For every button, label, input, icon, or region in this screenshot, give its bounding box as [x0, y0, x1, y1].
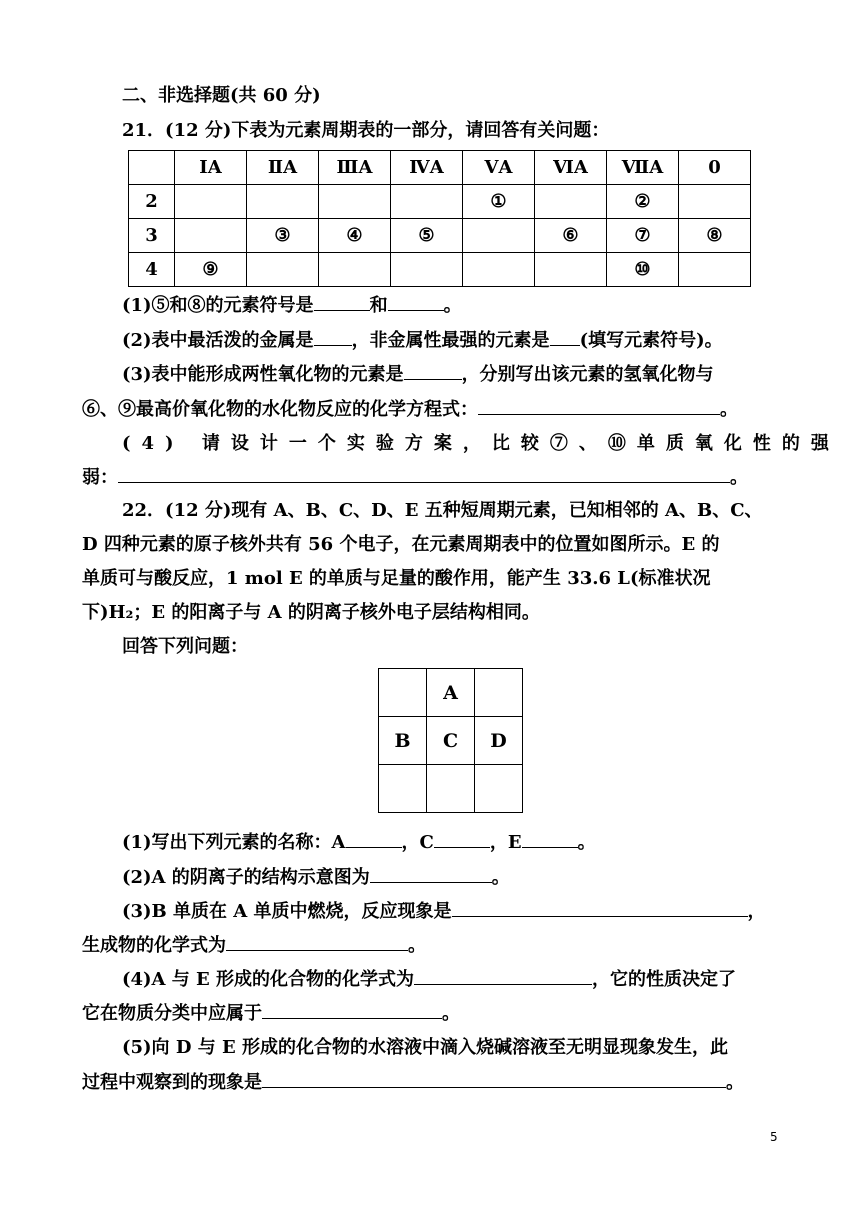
text-span: 。	[408, 935, 426, 956]
text-span: 弱：	[82, 467, 118, 488]
table-cell: ⅦA	[607, 151, 679, 185]
table-cell	[247, 253, 319, 287]
answer-blank[interactable]	[314, 327, 352, 346]
text-span: 生成物的化学式为	[82, 935, 226, 956]
q22-part2	[122, 864, 510, 891]
table-cell: 0	[679, 151, 751, 185]
table-row	[379, 765, 523, 813]
element-position-grid	[378, 668, 523, 813]
table-cell: ⑤	[391, 219, 463, 253]
section-heading: 二、非选择题(共 60 分)	[122, 85, 321, 106]
table-row	[379, 717, 523, 765]
table-cell: ⑦	[607, 219, 679, 253]
table-cell	[129, 151, 175, 185]
table-cell: ⅠA	[175, 151, 247, 185]
table-cell: ⅥA	[535, 151, 607, 185]
q22-part3-line1	[122, 898, 766, 925]
answer-blank[interactable]	[118, 464, 730, 483]
text-span: 。	[726, 1072, 744, 1093]
answer-blank[interactable]	[452, 898, 748, 917]
text-span: (1)写出下列元素的名称：A	[122, 832, 346, 853]
grid-cell: B	[379, 717, 427, 765]
page-number: 5	[770, 1130, 778, 1144]
table-cell	[679, 185, 751, 219]
grid-cell: D	[475, 717, 523, 765]
grid-cell: A	[427, 669, 475, 717]
grid-cell	[475, 765, 523, 813]
table-cell: ①	[463, 185, 535, 219]
text-span: ⑥、⑨最高价氧化物的水化物反应的化学方程式：	[82, 399, 478, 420]
grid-cell	[379, 765, 427, 813]
q22-stem-line3: 单质可与酸反应，1 mol E 的单质与足量的酸作用，能产生 33.6 L(标准状况	[82, 568, 711, 589]
table-cell	[463, 219, 535, 253]
text-span: 。	[720, 399, 738, 420]
table-row	[129, 253, 751, 287]
text-span: (3)表中能形成两性氧化物的元素是	[122, 364, 404, 385]
table-cell: ⅢA	[319, 151, 391, 185]
text-span: (4)A 与 E 形成的化合物的化学式为	[122, 969, 415, 990]
table-cell	[391, 253, 463, 287]
q22-part5-line1: (5)向 D 与 E 形成的化合物的水溶液中滴入烧碱溶液至无明显现象发生，此	[122, 1037, 728, 1058]
grid-cell	[427, 765, 475, 813]
table-cell	[319, 185, 391, 219]
q21-part1	[122, 292, 462, 319]
answer-blank[interactable]	[522, 829, 578, 848]
table-row	[129, 219, 751, 253]
q22-stem-line4: 下)H₂；E 的阳离子与 A 的阴离子核外电子层结构相同。	[82, 602, 540, 623]
table-row	[129, 185, 751, 219]
table-cell: 3	[129, 219, 175, 253]
text-span: 和	[369, 295, 388, 316]
answer-blank[interactable]	[478, 396, 720, 415]
q22-part4-line2	[82, 1000, 460, 1027]
text-span: 。	[443, 295, 462, 316]
table-cell: ④	[319, 219, 391, 253]
table-cell	[391, 185, 463, 219]
text-span: (1)⑤和⑧的元素符号是	[122, 295, 314, 316]
q22-part4-line1	[122, 966, 736, 993]
text-span: 。	[442, 1003, 460, 1024]
table-cell: ⅤA	[463, 151, 535, 185]
text-span: 它在物质分类中应属于	[82, 1003, 262, 1024]
answer-blank[interactable]	[262, 1069, 726, 1088]
text-span: 。	[577, 832, 596, 853]
periodic-table	[128, 150, 751, 287]
table-cell	[535, 185, 607, 219]
table-row	[379, 669, 523, 717]
text-span: ，非金属性最强的元素是	[351, 330, 550, 351]
table-cell: ⅡA	[247, 151, 319, 185]
q22-stem-line1: 22．(12 分)现有 A、B、C、D、E 五种短周期元素，已知相邻的 A、B、C、	[122, 500, 763, 521]
answer-blank[interactable]	[226, 932, 408, 951]
text-span: 。	[491, 867, 510, 888]
q22-part1	[122, 829, 596, 856]
grid-cell: C	[427, 717, 475, 765]
q21-part2	[122, 327, 723, 354]
text-span: (2)表中最活泼的金属是	[122, 330, 314, 351]
q22-prompt: 回答下列问题：	[122, 636, 248, 657]
answer-blank[interactable]	[388, 292, 444, 311]
table-cell: ⑨	[175, 253, 247, 287]
answer-blank[interactable]	[346, 829, 402, 848]
answer-blank[interactable]	[550, 327, 580, 346]
text-span: ，分别写出该元素的氢氧化物与	[461, 364, 714, 385]
answer-blank[interactable]	[314, 292, 370, 311]
text-span: ，它的性质决定了	[592, 969, 737, 990]
answer-blank[interactable]	[434, 829, 490, 848]
q21-part3-line2	[82, 396, 738, 423]
table-cell	[175, 185, 247, 219]
table-cell: 2	[129, 185, 175, 219]
q21-part4-line2	[82, 464, 748, 491]
text-span: 过程中观察到的现象是	[82, 1072, 262, 1093]
text-span: ，	[747, 901, 766, 922]
q22-part5-line2	[82, 1069, 744, 1096]
text-span: 。	[730, 467, 748, 488]
table-cell: ③	[247, 219, 319, 253]
grid-cell	[475, 669, 523, 717]
table-cell	[535, 253, 607, 287]
q21-part4-line1: (4) 请设计一个实验方案，比较⑦、⑩单质氧化性的强	[122, 433, 840, 454]
text-span: (3)B 单质在 A 单质中燃烧，反应现象是	[122, 901, 452, 922]
table-cell	[319, 253, 391, 287]
table-cell: 4	[129, 253, 175, 287]
q22-part3-line2	[82, 932, 426, 959]
table-cell: ⑥	[535, 219, 607, 253]
table-cell: ⅣA	[391, 151, 463, 185]
answer-blank[interactable]	[414, 966, 592, 985]
table-cell	[679, 253, 751, 287]
text-span: (2)A 的阴离子的结构示意图为	[122, 867, 370, 888]
table-cell	[175, 219, 247, 253]
text-span: (填写元素符号)。	[579, 330, 723, 351]
table-cell: ⑩	[607, 253, 679, 287]
text-span: ，E	[489, 832, 522, 853]
answer-blank[interactable]	[262, 1000, 442, 1019]
q22-stem-line2: D 四种元素的原子核外共有 56 个电子，在元素周期表中的位置如图所示。E 的	[82, 534, 720, 555]
table-cell: ⑧	[679, 219, 751, 253]
table-cell	[463, 253, 535, 287]
table-row	[129, 151, 751, 185]
grid-cell	[379, 669, 427, 717]
q21-part3-line1	[122, 361, 714, 388]
text-span: ，C	[401, 832, 434, 853]
table-cell: ②	[607, 185, 679, 219]
answer-blank[interactable]	[370, 864, 492, 883]
table-cell	[247, 185, 319, 219]
q21-stem: 21．(12 分)下表为元素周期表的一部分，请回答有关问题：	[122, 120, 610, 141]
answer-blank[interactable]	[404, 361, 462, 380]
